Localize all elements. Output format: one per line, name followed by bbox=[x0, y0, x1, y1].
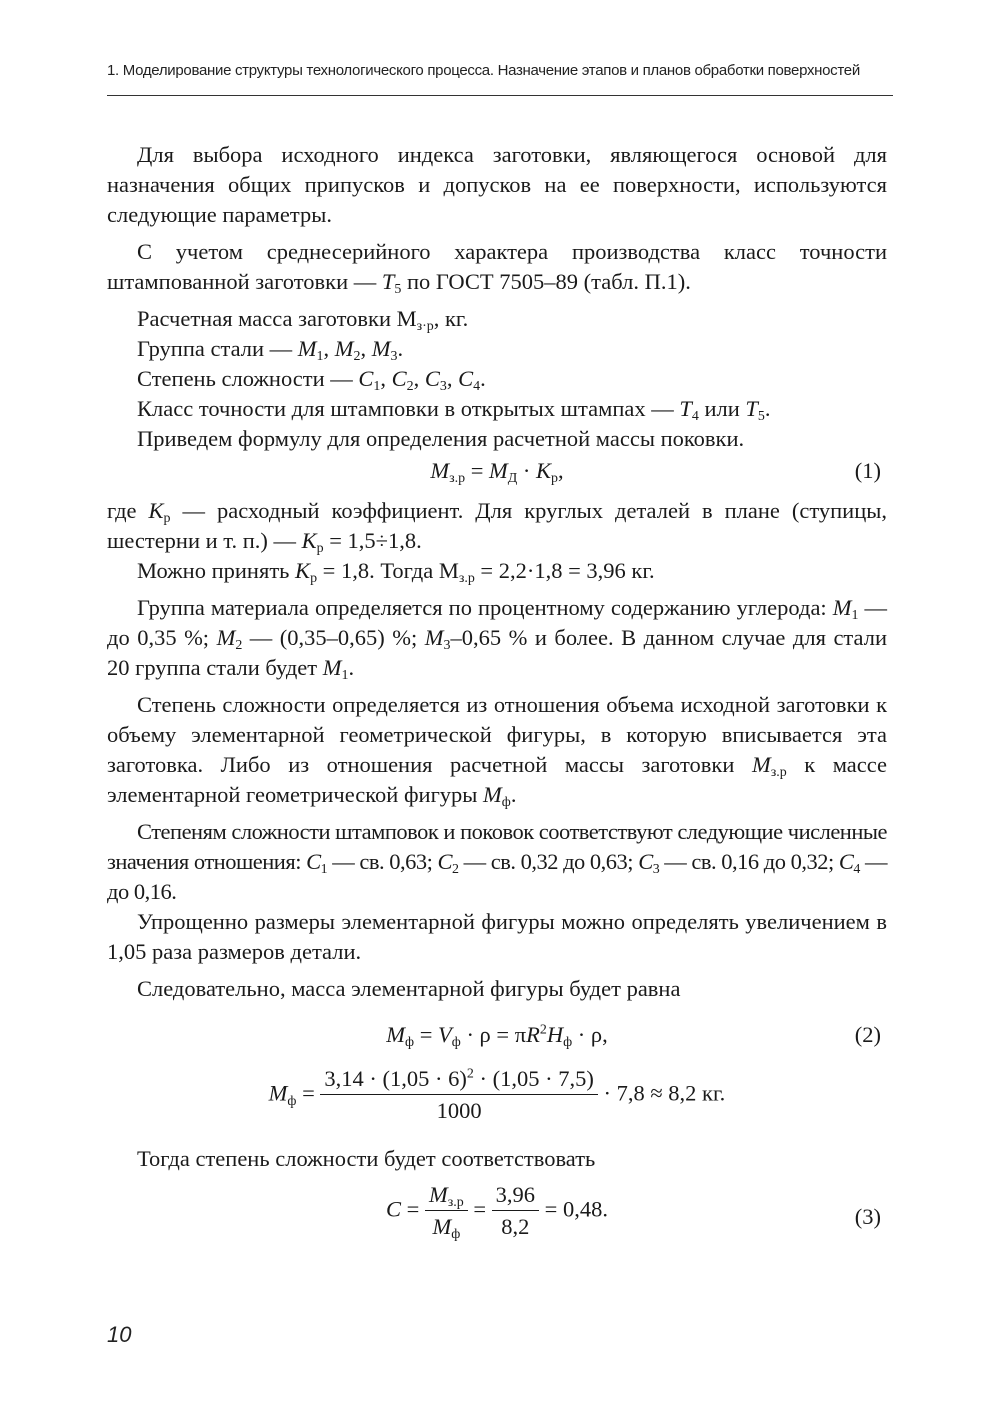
page-number: 10 bbox=[107, 1322, 132, 1347]
paragraph-12: Степеням сложности штамповок и поковок соответствуют следующие численные значения отношения: $C_1$ — св. 0,63; $C_2$ — св. 0,32 до 0,63; $C_3$ — св. 0,16 до 0,32; $C_4$ — до 0,16. bbox=[107, 819, 888, 904]
paragraph-4: Группа стали — $M_1$, $M_2$, $M_3$. bbox=[137, 336, 404, 365]
equation-3-fraction-2 bbox=[492, 1180, 539, 1243]
running-header: 1. Моделирование структуры технологического процесса. Назначение этапов и планов обработки поверхностей bbox=[107, 62, 860, 79]
equation-2b-formula: $M_ф$ = $\frac{3,14 \cdot (1,05 \cdot 6)^2 \cdot (1,05 \cdot 7,5)}{1000}$ · 7,8 ≈ 8,2 кг. bbox=[107, 1064, 887, 1127]
paragraph-5: Степень сложности — $C_1$, $C_2$, $C_3$, $C_4$. bbox=[137, 366, 486, 395]
paragraph-15: Тогда степень сложности будет соответствовать bbox=[137, 1146, 596, 1171]
equation-3-denominator-2: 8,2 bbox=[501, 1214, 530, 1239]
equation-2b-denominator: 1000 bbox=[436, 1098, 482, 1123]
equation-2b-fraction bbox=[320, 1064, 597, 1127]
paragraph-9: Можно принять $K_р = 1,8$. Тогда $М_{з.р} = 2,2\cdot 1,8 = 3,96$ кг. bbox=[137, 558, 655, 587]
equation-2 bbox=[107, 1014, 887, 1056]
equation-2-number: (2) bbox=[854, 1022, 881, 1047]
paragraph-1: Для выбора исходного индекса заготовки, являющегося основой для назначения общих припусков и допусков на ее поверхности, используются следующие параметры. bbox=[107, 142, 887, 227]
page-body bbox=[107, 140, 887, 1264]
equation-2-formula: $M_ф = V_ф \cdot \rho = \pi R^2H_ф \cdot \rho$, bbox=[386, 1022, 608, 1051]
paragraph-6: Класс точности для штамповки в открытых штампах — $T_4$ или $T_5$. bbox=[137, 396, 771, 425]
equation-1-number: (1) bbox=[854, 458, 881, 483]
paragraph-3: Расчетная масса заготовки $М_{з\cdot р}$, кг. bbox=[137, 306, 469, 335]
equation-1-formula: $M_{з.р} = M_Д \cdot K_р$, bbox=[430, 458, 564, 487]
equation-3-formula: C = $\frac{M_{з.р}}{M_ф}$ = $\frac{3,96}{8,2}$ = 0,48. bbox=[386, 1182, 608, 1243]
equation-3-numerator-1: $M_{з.р}$ bbox=[425, 1180, 468, 1211]
paragraph-8: где $K_р$ — расходный коэффициент. Для круглых деталей в плане (ступицы, шестерни и т. п.) — $K_р = 1,5\div 1,8$. bbox=[107, 498, 887, 557]
equation-2b bbox=[107, 1064, 887, 1138]
equation-2b-numerator: $3,14 \cdot (1,05 \cdot 6)^2 \cdot (1,05 \cdot 7,5)$ bbox=[320, 1064, 597, 1095]
paragraph-13: Упрощенно размеры элементарной фигуры можно определять увеличением в 1,05 раза размеров детали. bbox=[107, 909, 887, 964]
paragraph-10: Группа материала определяется по процентному содержанию углерода: $M_1$ — до 0,35 %; $M_2$ — (0,35–0,65) %; $M_3-0,65$ % и более. В данном случае для стали 20 группа стали будет $M_1$. bbox=[107, 595, 887, 684]
paragraph-11: Степень сложности определяется из отношения объема исходной заготовки к объему элементарной геометрической фигуры, в которую вписывается эта заготовка. Либо из отношения расчетной массы заготовки $M_{з.р}$ к массе элементарной геометрической фигуры $M_ф$. bbox=[107, 692, 887, 811]
equation-3-numerator-2: 3,96 bbox=[492, 1180, 539, 1211]
paragraph-2: С учетом среднесерийного характера производства класс точности штампованной заготовки — $T_5$ по ГОСТ 7505–89 (табл. П.1). bbox=[107, 239, 887, 298]
equation-1 bbox=[107, 456, 887, 490]
header-rule bbox=[107, 95, 893, 96]
equation-3-fraction-1 bbox=[425, 1180, 468, 1243]
equation-3-denominator-1: $M_ф$ bbox=[432, 1214, 461, 1243]
paragraph-7: Приведем формулу для определения расчетной массы поковки. bbox=[137, 426, 745, 451]
equation-3 bbox=[107, 1180, 887, 1258]
equation-3-number: (3) bbox=[854, 1204, 881, 1229]
paragraph-14: Следовательно, масса элементарной фигуры будет равна bbox=[137, 976, 681, 1001]
